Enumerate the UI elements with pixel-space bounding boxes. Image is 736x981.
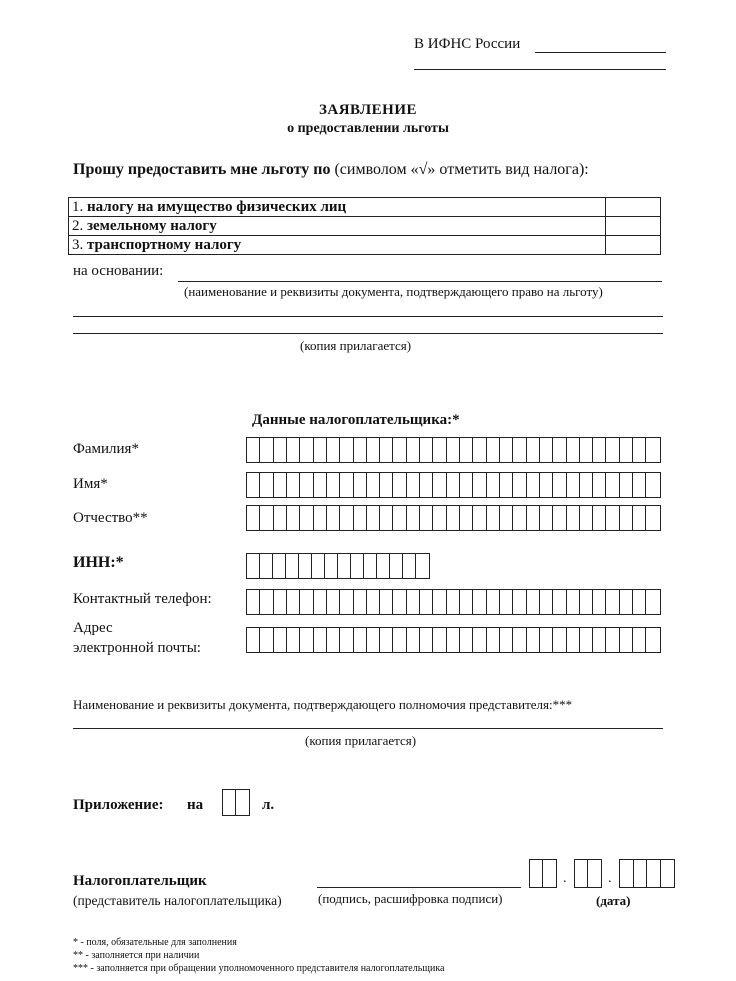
tax-type-table (68, 197, 661, 255)
char-cell[interactable] (620, 506, 633, 530)
char-cell[interactable] (260, 473, 273, 497)
tax-row (69, 217, 661, 236)
char-cell[interactable] (314, 590, 327, 614)
char-cell[interactable] (327, 473, 340, 497)
char-cell[interactable] (247, 590, 260, 614)
char-cell[interactable] (407, 473, 420, 497)
char-cell[interactable] (274, 438, 287, 462)
char-cell[interactable] (380, 506, 393, 530)
tax-row (69, 236, 661, 255)
document-title: ЗАЯВЛЕНИЕ (318, 102, 418, 118)
char-cell[interactable] (606, 506, 619, 530)
char-cell[interactable] (661, 860, 675, 887)
char-cell[interactable] (260, 554, 273, 578)
char-cell[interactable] (460, 506, 473, 530)
char-cell[interactable] (553, 506, 566, 530)
char-cell[interactable] (527, 473, 540, 497)
signature-line[interactable] (317, 887, 521, 888)
char-cell[interactable] (540, 473, 553, 497)
char-cell[interactable] (340, 438, 353, 462)
char-cell[interactable] (286, 554, 299, 578)
char-cell[interactable] (620, 438, 633, 462)
char-cell[interactable] (420, 438, 433, 462)
char-cell[interactable] (274, 590, 287, 614)
char-cell[interactable] (274, 473, 287, 497)
tax-num: 3. (72, 236, 84, 253)
char-cell[interactable] (473, 590, 486, 614)
char-cell[interactable] (380, 438, 393, 462)
char-cell[interactable] (260, 506, 273, 530)
char-cell[interactable] (314, 438, 327, 462)
char-cell[interactable] (513, 506, 526, 530)
char-cell[interactable] (433, 628, 446, 652)
char-cell[interactable] (247, 554, 260, 578)
char-cell[interactable] (646, 438, 659, 462)
name-field[interactable] (246, 472, 661, 498)
char-cell[interactable] (287, 590, 300, 614)
char-cell[interactable] (500, 590, 513, 614)
representative-copy-note: (копия прилагается) (305, 733, 417, 748)
char-cell[interactable] (327, 506, 340, 530)
char-cell[interactable] (420, 628, 433, 652)
char-cell[interactable] (646, 590, 659, 614)
char-cell[interactable] (407, 506, 420, 530)
char-cell[interactable] (327, 590, 340, 614)
char-cell[interactable] (646, 506, 659, 530)
char-cell[interactable] (407, 590, 420, 614)
char-cell[interactable] (540, 590, 553, 614)
char-cell[interactable] (351, 554, 364, 578)
char-cell[interactable] (354, 628, 367, 652)
char-cell[interactable] (287, 438, 300, 462)
patronymic-field[interactable] (246, 505, 661, 531)
char-cell[interactable] (620, 473, 633, 497)
char-cell[interactable] (633, 590, 646, 614)
attachment-on: на (187, 797, 204, 813)
char-cell[interactable] (527, 506, 540, 530)
char-cell[interactable] (287, 506, 300, 530)
char-cell[interactable] (500, 473, 513, 497)
char-cell[interactable] (338, 554, 351, 578)
char-cell[interactable] (540, 506, 553, 530)
request-text (73, 161, 589, 179)
request-suffix: (символом «√» отметить вид налога): (330, 161, 589, 178)
char-cell[interactable] (633, 628, 646, 652)
char-cell[interactable] (513, 628, 526, 652)
char-cell[interactable] (420, 506, 433, 530)
char-cell[interactable] (447, 590, 460, 614)
char-cell[interactable] (393, 506, 406, 530)
char-cell[interactable] (487, 438, 500, 462)
char-cell[interactable] (473, 473, 486, 497)
char-cell[interactable] (633, 438, 646, 462)
char-cell[interactable] (447, 438, 460, 462)
char-cell[interactable] (487, 473, 500, 497)
char-cell[interactable] (325, 554, 338, 578)
char-cell[interactable] (567, 438, 580, 462)
char-cell[interactable] (540, 438, 553, 462)
char-cell[interactable] (606, 438, 619, 462)
char-cell[interactable] (367, 473, 380, 497)
char-cell[interactable] (460, 590, 473, 614)
char-cell[interactable] (236, 790, 249, 815)
tax-row-label (69, 198, 606, 217)
footnote: * - поля, обязательные для заполнения (73, 937, 237, 948)
footnote: ** - заполняется при наличии (73, 950, 200, 961)
char-cell[interactable] (416, 554, 429, 578)
char-cell[interactable] (588, 860, 601, 887)
char-cell[interactable] (354, 438, 367, 462)
char-cell[interactable] (500, 438, 513, 462)
char-cell[interactable] (367, 590, 380, 614)
char-cell[interactable] (580, 438, 593, 462)
char-cell[interactable] (407, 438, 420, 462)
email-label-line1: Адрес (73, 620, 113, 636)
tax-label: налогу на имущество физических лиц (87, 198, 347, 215)
basis-label: на основании: (73, 263, 164, 279)
char-cell[interactable] (473, 438, 486, 462)
char-cell[interactable] (340, 628, 353, 652)
basis-line-3[interactable] (73, 333, 663, 334)
char-cell[interactable] (460, 438, 473, 462)
char-cell[interactable] (433, 506, 446, 530)
char-cell[interactable] (390, 554, 403, 578)
char-cell[interactable] (377, 554, 390, 578)
char-cell[interactable] (620, 628, 633, 652)
basis-line-1[interactable] (178, 281, 662, 282)
signature-hint: (подпись, расшифровка подписи) (318, 891, 503, 906)
char-cell[interactable] (403, 554, 416, 578)
char-cell[interactable] (593, 590, 606, 614)
footnote: *** - заполняется при обращении уполномоченного представителя налогоплательщика (73, 963, 445, 974)
date-separator: . (608, 871, 612, 886)
char-cell[interactable] (500, 628, 513, 652)
char-cell[interactable] (260, 628, 273, 652)
char-cell[interactable] (274, 628, 287, 652)
date-year-field[interactable] (619, 859, 675, 888)
surname-label: Фамилия* (73, 441, 139, 457)
char-cell[interactable] (393, 628, 406, 652)
char-cell[interactable] (247, 438, 260, 462)
char-cell[interactable] (340, 473, 353, 497)
char-cell[interactable] (593, 438, 606, 462)
char-cell[interactable] (553, 590, 566, 614)
char-cell[interactable] (513, 590, 526, 614)
char-cell[interactable] (553, 438, 566, 462)
char-cell[interactable] (354, 506, 367, 530)
tax-num: 1. (72, 198, 84, 215)
char-cell[interactable] (312, 554, 325, 578)
char-cell[interactable] (314, 628, 327, 652)
char-cell[interactable] (300, 473, 313, 497)
char-cell[interactable] (593, 628, 606, 652)
char-cell[interactable] (299, 554, 312, 578)
char-cell[interactable] (447, 506, 460, 530)
char-cell[interactable] (487, 628, 500, 652)
char-cell[interactable] (567, 590, 580, 614)
char-cell[interactable] (646, 473, 659, 497)
inn-label: ИНН:* (73, 554, 124, 571)
char-cell[interactable] (530, 860, 543, 887)
email-field[interactable] (246, 627, 661, 653)
char-cell[interactable] (575, 860, 588, 887)
document-subtitle: о предоставлении льготы (287, 121, 449, 136)
char-cell[interactable] (580, 473, 593, 497)
char-cell[interactable] (367, 506, 380, 530)
phone-field[interactable] (246, 589, 661, 615)
tax-label: земельному налогу (87, 217, 217, 234)
char-cell[interactable] (380, 628, 393, 652)
char-cell[interactable] (513, 438, 526, 462)
tax-row-label (69, 217, 606, 236)
char-cell[interactable] (567, 506, 580, 530)
char-cell[interactable] (327, 628, 340, 652)
char-cell[interactable] (646, 628, 659, 652)
date-separator: . (563, 871, 567, 886)
attachment-sheets-unit: л. (262, 797, 275, 813)
char-cell[interactable] (367, 438, 380, 462)
char-cell[interactable] (340, 590, 353, 614)
surname-field[interactable] (246, 437, 661, 463)
tax-checkbox[interactable] (606, 236, 661, 255)
char-cell[interactable] (380, 590, 393, 614)
char-cell[interactable] (380, 473, 393, 497)
char-cell[interactable] (223, 790, 236, 815)
char-cell[interactable] (354, 473, 367, 497)
char-cell[interactable] (273, 554, 286, 578)
char-cell[interactable] (487, 506, 500, 530)
char-cell[interactable] (407, 628, 420, 652)
tax-row-label (69, 236, 606, 255)
tax-num: 2. (72, 217, 84, 234)
tax-checkbox[interactable] (606, 217, 661, 236)
email-label-line2: электронной почты: (73, 640, 201, 656)
char-cell[interactable] (647, 860, 661, 887)
char-cell[interactable] (460, 628, 473, 652)
char-cell[interactable] (633, 506, 646, 530)
attachment-sheets-field[interactable] (222, 789, 250, 816)
char-cell[interactable] (553, 628, 566, 652)
ifns-name-line[interactable] (414, 69, 666, 70)
char-cell[interactable] (540, 628, 553, 652)
basis-hint: (наименование и реквизиты документа, подтверждающего право на льготу) (184, 284, 603, 299)
char-cell[interactable] (447, 473, 460, 497)
basis-copy-note: (копия прилагается) (300, 338, 412, 353)
phone-label: Контактный телефон: (73, 591, 212, 607)
char-cell[interactable] (393, 473, 406, 497)
char-cell[interactable] (393, 590, 406, 614)
char-cell[interactable] (260, 438, 273, 462)
char-cell[interactable] (580, 590, 593, 614)
patronymic-label: Отчество** (73, 510, 148, 526)
char-cell[interactable] (460, 473, 473, 497)
char-cell[interactable] (580, 506, 593, 530)
char-cell[interactable] (314, 473, 327, 497)
char-cell[interactable] (314, 506, 327, 530)
taxpayer-sign-label: Налогоплательщик (73, 873, 207, 889)
char-cell[interactable] (287, 628, 300, 652)
request-prefix: Прошу предоставить мне льготу по (73, 161, 331, 178)
char-cell[interactable] (620, 590, 633, 614)
tax-label: транспортному налогу (87, 236, 242, 253)
char-cell[interactable] (513, 473, 526, 497)
date-month-field[interactable] (574, 859, 602, 888)
char-cell[interactable] (340, 506, 353, 530)
char-cell[interactable] (300, 590, 313, 614)
char-cell[interactable] (606, 590, 619, 614)
name-label: Имя* (73, 476, 108, 492)
ifns-label: В ИФНС России (414, 36, 521, 52)
representative-sign-label: (представитель налогоплательщика) (73, 893, 282, 908)
char-cell[interactable] (433, 438, 446, 462)
char-cell[interactable] (287, 473, 300, 497)
inn-field[interactable] (246, 553, 430, 579)
char-cell[interactable] (300, 628, 313, 652)
char-cell[interactable] (274, 506, 287, 530)
basis-line-2[interactable] (73, 316, 663, 317)
tax-checkbox[interactable] (606, 198, 661, 217)
char-cell[interactable] (247, 473, 260, 497)
char-cell[interactable] (420, 590, 433, 614)
char-cell[interactable] (247, 506, 260, 530)
char-cell[interactable] (433, 473, 446, 497)
char-cell[interactable] (367, 628, 380, 652)
char-cell[interactable] (633, 473, 646, 497)
char-cell[interactable] (327, 438, 340, 462)
char-cell[interactable] (567, 473, 580, 497)
tax-row (69, 198, 661, 217)
taxpayer-heading: Данные налогоплательщика:* (252, 412, 460, 428)
char-cell[interactable] (620, 860, 634, 887)
char-cell[interactable] (500, 506, 513, 530)
date-hint: (дата) (596, 893, 631, 908)
char-cell[interactable] (300, 506, 313, 530)
char-cell[interactable] (354, 590, 367, 614)
char-cell[interactable] (247, 628, 260, 652)
char-cell[interactable] (527, 590, 540, 614)
char-cell[interactable] (420, 473, 433, 497)
char-cell[interactable] (393, 438, 406, 462)
char-cell[interactable] (527, 438, 540, 462)
char-cell[interactable] (634, 860, 648, 887)
char-cell[interactable] (433, 590, 446, 614)
char-cell[interactable] (567, 628, 580, 652)
char-cell[interactable] (447, 628, 460, 652)
representative-label: Наименование и реквизиты документа, подтверждающего полномочия представителя:*** (73, 697, 573, 712)
attachment-label: Приложение: (73, 797, 164, 813)
char-cell[interactable] (593, 506, 606, 530)
char-cell[interactable] (364, 554, 377, 578)
char-cell[interactable] (260, 590, 273, 614)
char-cell[interactable] (527, 628, 540, 652)
char-cell[interactable] (553, 473, 566, 497)
char-cell[interactable] (593, 473, 606, 497)
representative-line[interactable] (73, 728, 663, 729)
char-cell[interactable] (606, 628, 619, 652)
char-cell[interactable] (473, 506, 486, 530)
char-cell[interactable] (606, 473, 619, 497)
char-cell[interactable] (543, 860, 556, 887)
char-cell[interactable] (300, 438, 313, 462)
ifns-number-line[interactable] (535, 52, 666, 53)
char-cell[interactable] (473, 628, 486, 652)
char-cell[interactable] (580, 628, 593, 652)
date-day-field[interactable] (529, 859, 557, 888)
char-cell[interactable] (487, 590, 500, 614)
